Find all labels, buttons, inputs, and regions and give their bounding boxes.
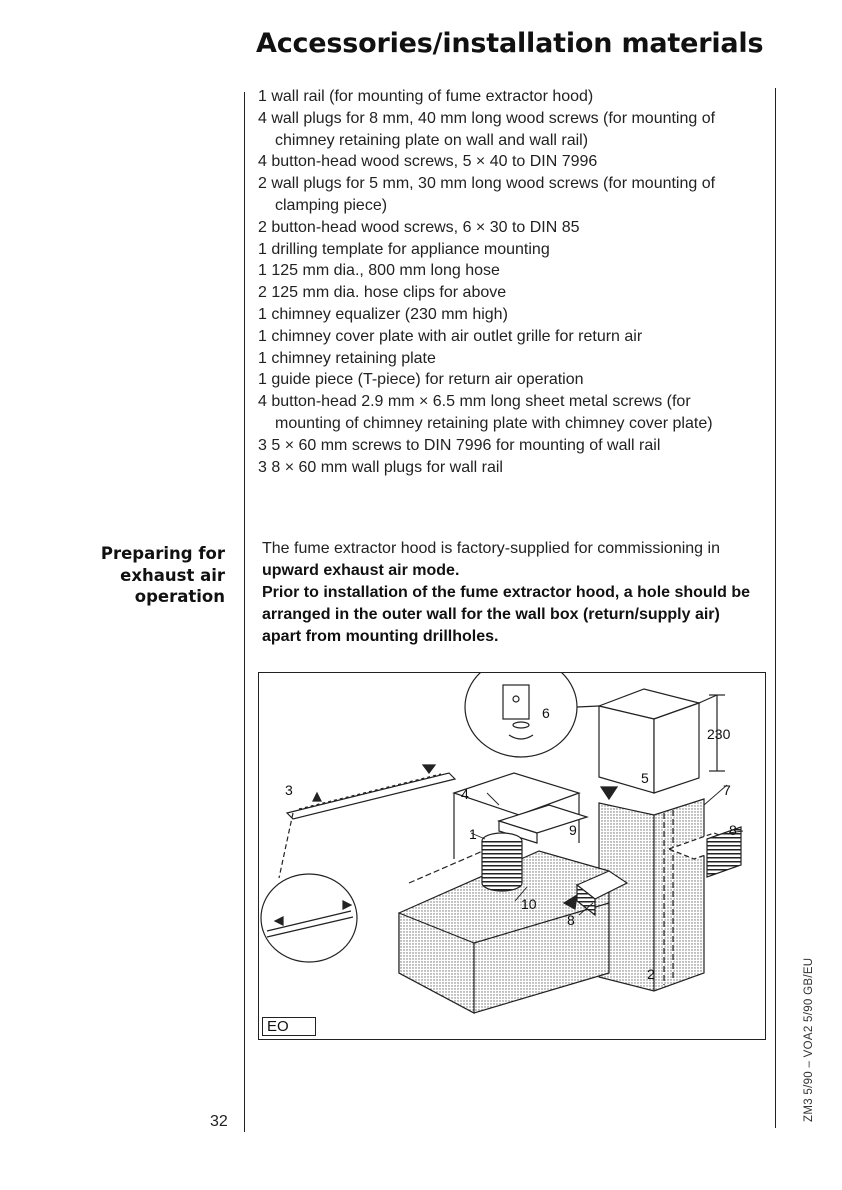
column-rule-left xyxy=(244,92,245,1132)
section-heading-line: exhaust air xyxy=(120,565,225,585)
chimney-equalizer-drawing xyxy=(599,689,699,793)
list-item: 3 8 × 60 mm wall plugs for wall rail xyxy=(258,458,503,476)
figure-tag: EO xyxy=(262,1017,316,1036)
page-title: Accessories/installation materials xyxy=(256,28,764,59)
list-item: 4 wall plugs for 8 mm, 40 mm long wood screws (for mounting of chimney retaining plate on wall and wall rail) xyxy=(258,109,716,149)
intro-paragraph xyxy=(262,538,762,582)
list-item: 1 chimney equalizer (230 mm high) xyxy=(258,305,508,323)
list-item: 1 chimney retaining plate xyxy=(258,349,436,367)
list-item: 2 125 mm dia. hose clips for above xyxy=(258,284,507,302)
instruction-paragraph xyxy=(262,582,762,648)
column-rule-right xyxy=(775,88,776,1128)
section-heading-line: Preparing for xyxy=(100,544,225,563)
list-item: 4 button-head 2.9 mm × 6.5 mm long sheet metal screws (for mounting of chimney retaining plate with chimney cover plate) xyxy=(258,393,713,432)
label-2: 2 xyxy=(647,966,655,982)
list-item: 3 5 × 60 mm screws to DIN 7996 for mounting of wall rail xyxy=(258,436,661,454)
label-7: 7 xyxy=(723,782,731,798)
label-9: 9 xyxy=(569,822,577,838)
list-item: 4 button-head wood screws, 5 × 40 to DIN 7996 xyxy=(258,153,598,171)
label-1: 1 xyxy=(469,826,477,842)
list-item: 2 button-head wood screws, 6 × 30 to DIN 85 xyxy=(258,218,580,236)
hose-drawing xyxy=(482,833,522,891)
detail-circle-bottom-drawing xyxy=(261,813,357,962)
page-number: 32 xyxy=(210,1113,228,1130)
installation-diagram xyxy=(258,672,766,1040)
wall-rail-drawing xyxy=(287,773,455,819)
document-code: ZM3 5/90 – VOA2 5/90 GB/EU xyxy=(803,957,815,1122)
label-5: 5 xyxy=(641,770,649,786)
section-heading xyxy=(101,543,225,608)
label-4: 4 xyxy=(461,786,469,802)
section-body xyxy=(262,538,762,648)
diagram-drawing xyxy=(259,673,766,1040)
label-6: 6 xyxy=(542,705,550,721)
intro-text: The fume extractor hood is factory-supplied for commissioning in xyxy=(262,540,720,557)
list-item: 2 wall plugs for 5 mm, 30 mm long wood screws (for mounting of clamping piece) xyxy=(258,175,716,214)
accessories-list xyxy=(258,86,758,478)
list-item: 1 125 mm dia., 800 mm long hose xyxy=(258,262,500,280)
label-8-left: 8 xyxy=(567,912,575,928)
intro-bold-text: upward exhaust air mode. xyxy=(262,562,460,579)
section-heading-line: operation xyxy=(134,587,225,606)
lower-chimney-drawing xyxy=(599,799,704,991)
list-item: 1 guide piece (T-piece) for return air operation xyxy=(258,371,584,389)
list-item: 1 chimney cover plate with air outlet grille for return air xyxy=(258,327,643,345)
label-8-right: 8 xyxy=(729,822,737,838)
detail-circle-top-drawing xyxy=(465,673,599,757)
list-item: 1 drilling template for appliance mounting xyxy=(258,240,550,258)
label-10: 10 xyxy=(521,896,537,912)
list-item: 1 wall rail (for mounting of fume extractor hood) xyxy=(258,88,594,105)
instruction-text: Prior to installation of the fume extractor hood, a hole should be arranged in the outer wall for the wall box (return/supply air) apart from mounting drillholes. xyxy=(262,584,751,645)
label-3: 3 xyxy=(285,782,293,798)
label-230: 230 xyxy=(707,726,731,742)
